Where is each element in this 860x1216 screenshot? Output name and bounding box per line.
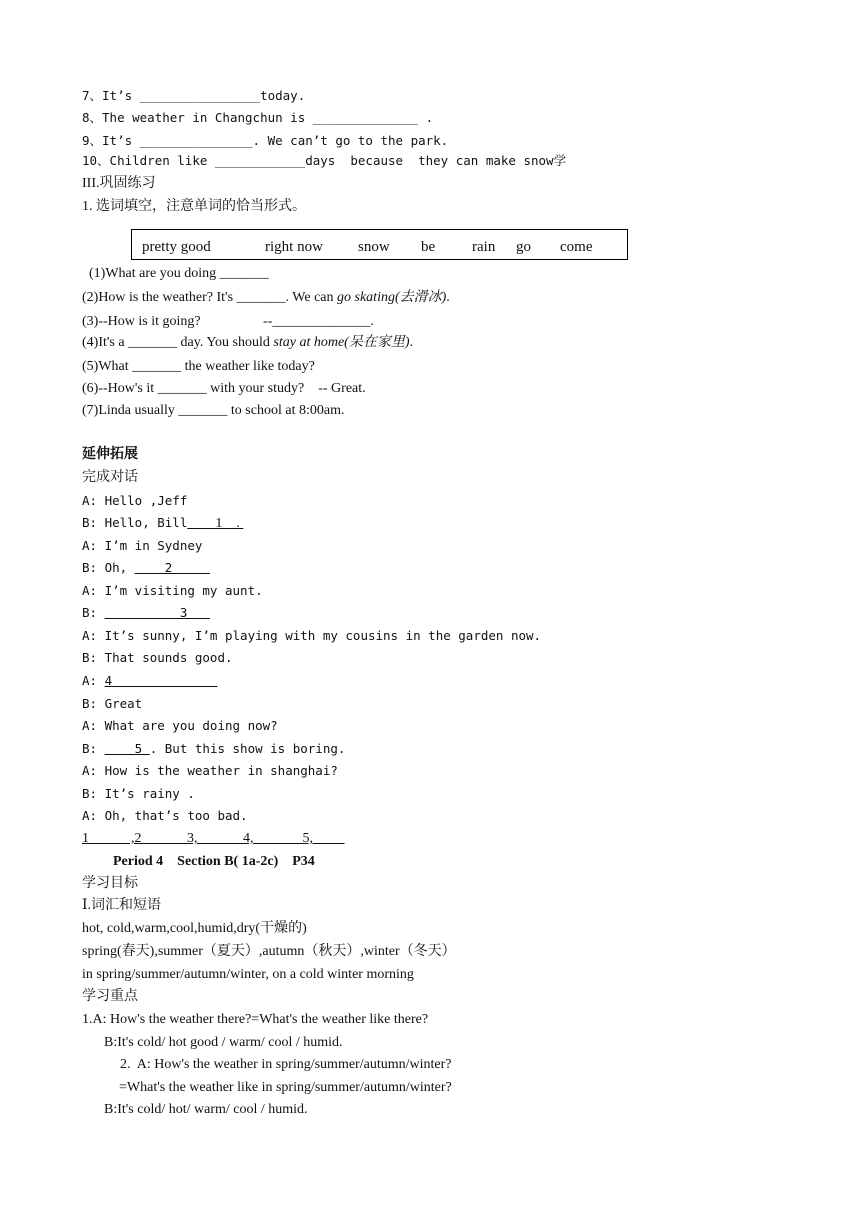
dialogue-line: B: Hello, Bill 1 . — [82, 515, 244, 531]
word-box — [131, 229, 628, 260]
dialogue-line: A: It’s sunny, I’m playing with my cousins in the garden now. — [82, 628, 542, 643]
focus-line: B:It's cold/ hot/ warm/ cool / humid. — [104, 1102, 308, 1117]
exercise-line-9: 9、It’s _______________. We can’t go to the park. — [82, 133, 449, 148]
focus-line: 2. A: How's the weather in spring/summer/autumn/winter? — [120, 1057, 452, 1072]
focus-line: 1.A: How's the weather there?=What's the weather like there? — [82, 1012, 429, 1027]
word-option: be — [421, 239, 436, 255]
dialogue-line: A: How is the weather in shanghai? — [82, 763, 338, 778]
dialogue-line: B: Oh, 2 — [82, 560, 210, 575]
dialogue-line: B: Great — [82, 696, 143, 711]
extension-heading: 延伸拓展 — [82, 447, 138, 462]
exercise-line-10: 10、Children like ____________days because they can make snow学 — [82, 153, 567, 168]
vocab-line: spring(春天),summer（夏天）,autumn（秋天）,winter（冬天） — [82, 944, 456, 959]
word-option: pretty good — [142, 239, 211, 255]
question-3: (3)--How is it going? — [82, 314, 201, 329]
focus-line: B:It's cold/ hot good / warm/ cool / humid. — [104, 1035, 343, 1050]
dialogue-line: A: Hello ,Jeff — [82, 493, 188, 508]
section-iii-instruction: 1. 选词填空，注意单词的恰当形式。 — [82, 199, 306, 214]
vocab-line: in spring/summer/autumn/winter, on a cold winter morning — [82, 967, 414, 982]
exercise-line-8: 8、The weather in Changchun is ______________ . — [82, 110, 434, 125]
exercise-line-7: 7、It’s ________________today. — [82, 88, 306, 103]
word-option: go — [516, 239, 531, 255]
word-option: snow — [358, 239, 390, 255]
answer-blanks: 1 ,2 3, 4, 5, — [82, 831, 345, 846]
word-option: right now — [265, 239, 323, 255]
goals-heading: 学习目标 — [82, 876, 138, 891]
dialogue-line: A: Oh, that’s too bad. — [82, 808, 248, 823]
section-iii-heading: III.巩固练习 — [82, 176, 156, 191]
dialogue-line: B: It’s rainy . — [82, 786, 195, 801]
vocab-line: hot, cold,warm,cool,humid,dry(干燥的) — [82, 921, 307, 936]
question-7: (7)Linda usually _______ to school at 8:00am. — [82, 403, 345, 418]
question-3-answer: --______________. — [263, 314, 374, 329]
question-2: (2)How is the weather? It's _______. We can go skating(去滑冰). — [82, 290, 450, 305]
period-title: Period 4 Section B( 1a-2c) P34 — [113, 854, 315, 869]
question-5: (5)What _______ the weather like today? — [82, 359, 315, 374]
vocab-heading: Ⅰ.词汇和短语 — [82, 898, 162, 913]
dialogue-line: A: What are you doing now? — [82, 718, 278, 733]
dialogue-line: B: 5 . But this show is boring. — [82, 741, 346, 756]
extension-subheading: 完成对话 — [82, 470, 138, 485]
dialogue-line: A: I’m in Sydney — [82, 538, 203, 553]
dialogue-line: B: That sounds good. — [82, 650, 233, 665]
focus-heading: 学习重点 — [82, 989, 138, 1004]
focus-line: =What's the weather like in spring/summer/autumn/winter? — [119, 1080, 452, 1095]
dialogue-line: A: 4 — [82, 673, 218, 688]
dialogue-line: A: I’m visiting my aunt. — [82, 583, 263, 598]
question-6: (6)--How's it _______ with your study? -- Great. — [82, 381, 366, 396]
question-4: (4)It's a _______ day. You should stay at home(呆在家里). — [82, 335, 413, 350]
question-1: (1)What are you doing _______ — [89, 266, 269, 281]
word-option: rain — [472, 239, 496, 255]
dialogue-line: B: 3 — [82, 605, 210, 620]
word-option: come — [560, 239, 593, 255]
